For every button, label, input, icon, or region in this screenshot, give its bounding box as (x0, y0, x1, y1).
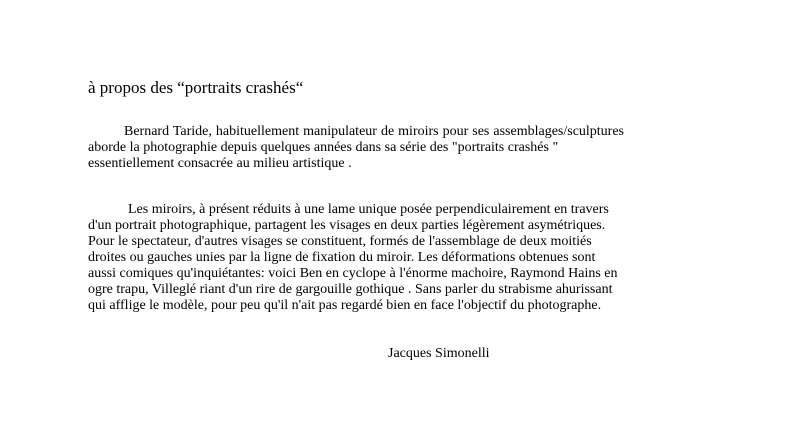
text-line: aborde la photographie depuis quelques années dans sa série des "portraits crashés " (88, 140, 559, 155)
text-line: d'un portrait photographique, partagent les visages en deux parties légèrement asymétriques. (88, 218, 606, 233)
text-line: essentiellement consacrée au milieu artistique . (88, 156, 352, 171)
text-line: Bernard Taride, habituellement manipulateur de miroirs pour ses assemblages/sculptures (124, 124, 625, 139)
text-line: aussi comiques qu'inquiétantes: voici Ben en cyclope à l'énorme machoire, Raymond Hains en (88, 266, 618, 281)
text-line: droites ou gauches unies par la ligne de fixation du miroir. Les déformations obtenues sont (88, 250, 596, 265)
document-title: à propos des “portraits crashés“ (88, 78, 304, 97)
text-line: Pour le spectateur, d'autres visages se constituent, formés de l'assemblage de deux moitiés (88, 234, 592, 249)
text-line: Les miroirs, à présent réduits à une lame unique posée perpendiculairement en travers (128, 202, 609, 217)
text-line: qui afflige le modèle, pour peu qu'il n'ait pas regardé bien en face l'objectif du photographe. (88, 298, 602, 313)
text-line: ogre trapu, Villeglé riant d'un rire de gargouille gothique . Sans parler du strabisme ahurissant (88, 282, 613, 297)
signature: Jacques Simonelli (388, 346, 490, 361)
